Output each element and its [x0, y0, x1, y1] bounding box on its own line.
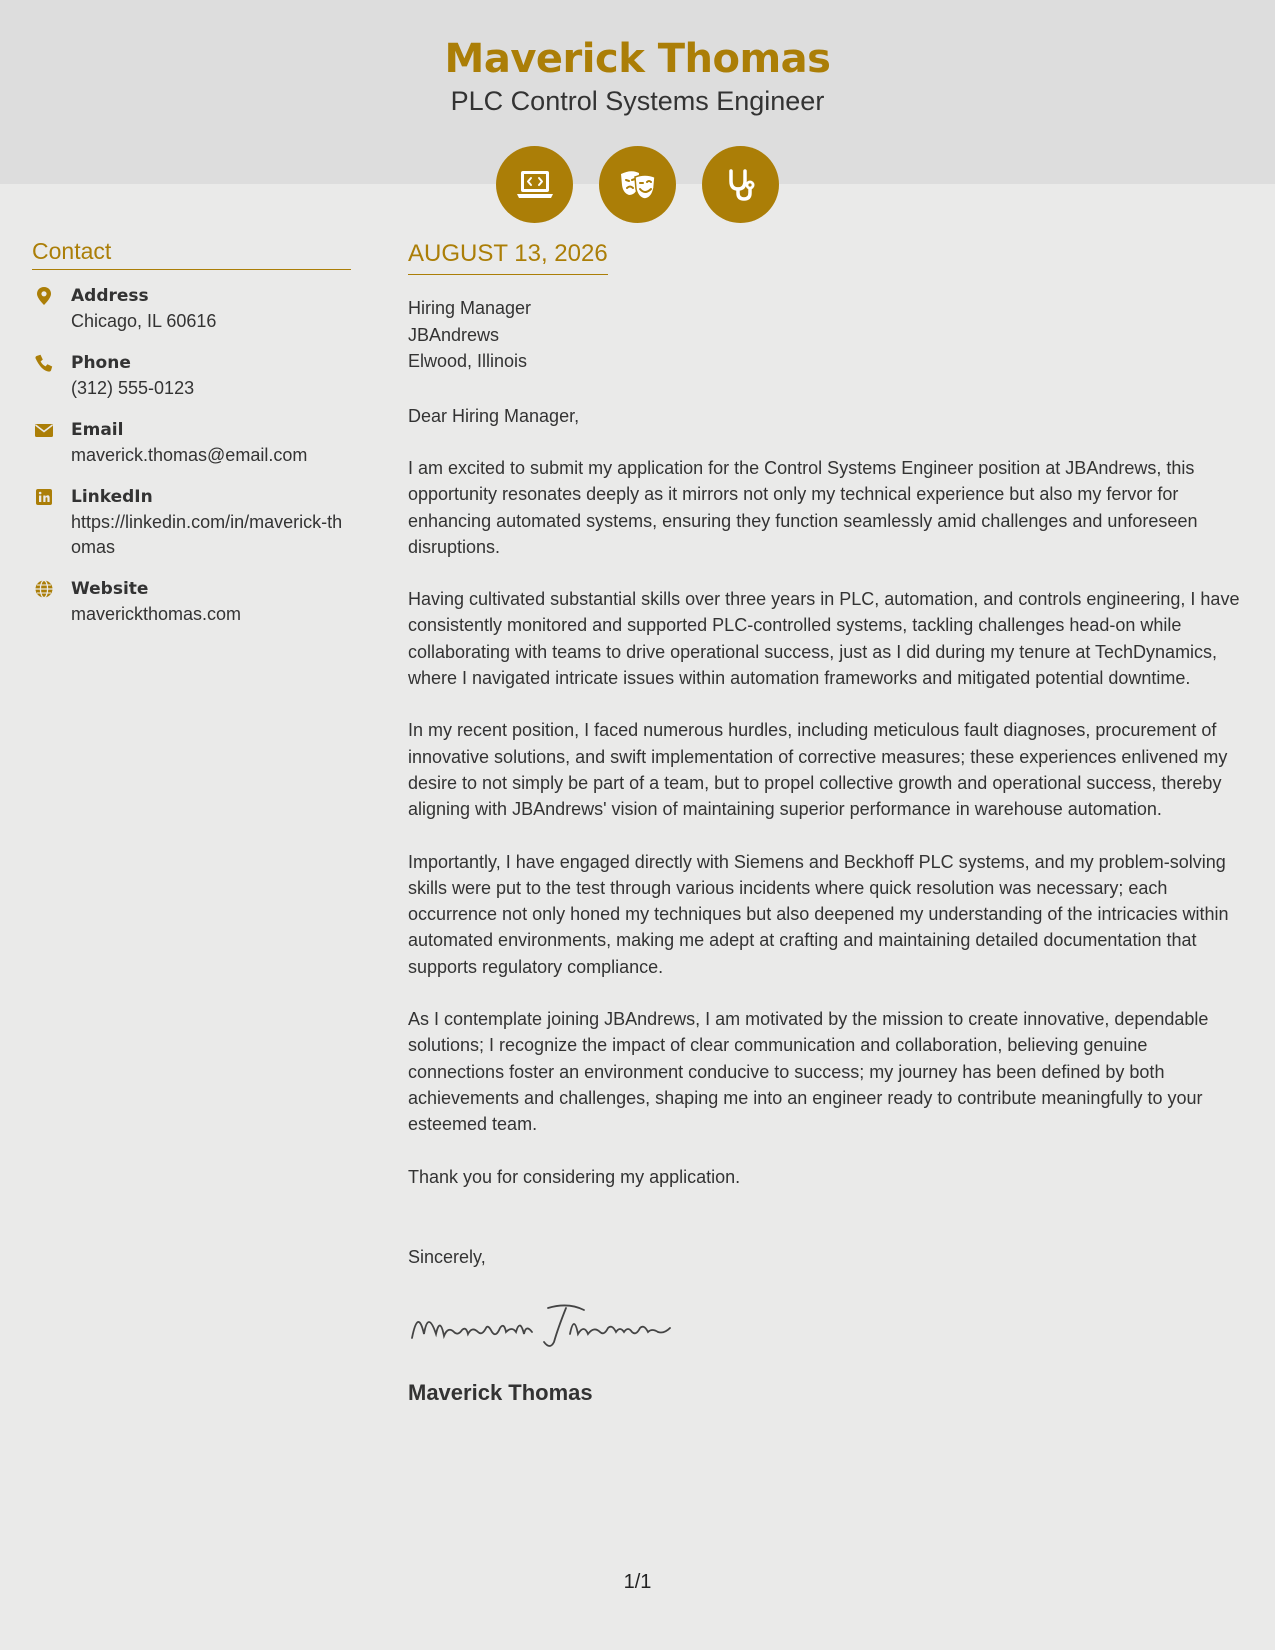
- contact-label: Phone: [71, 353, 131, 373]
- letter-paragraph: Having cultivated substantial skills over three years in PLC, automation, and controls engineering, I have consistently monitored and supported PLC-controlled systems, tackling challenges head-on while collaborating with teams to drive operational success, just as I did during my tenure at TechDynamics, where I navigated intricate issues within automation frameworks and mitigated potential downtime.: [408, 589, 1240, 689]
- linkedin-icon: [34, 487, 54, 507]
- contact-label: Website: [71, 579, 149, 599]
- contact-sidebar: [32, 238, 351, 644]
- envelope-icon: [34, 420, 54, 440]
- website-value[interactable]: maverickthomas.com: [71, 604, 242, 624]
- handwritten-signature: [408, 1298, 1248, 1354]
- contact-phone: [32, 351, 351, 401]
- contact-website: [32, 577, 351, 627]
- letter-body: [408, 240, 1248, 1406]
- stethoscope-icon: [702, 146, 779, 223]
- page-number: 1/1: [623, 1571, 652, 1593]
- interest-icons: [496, 146, 779, 223]
- map-pin-icon: [34, 286, 54, 306]
- recipient-company: JBAndrews: [408, 324, 500, 345]
- contact-linkedin: [32, 485, 351, 560]
- recipient-block: [408, 295, 1248, 375]
- contact-label: Address: [71, 286, 149, 306]
- contact-email: [32, 418, 351, 468]
- contact-heading: Contact: [32, 238, 351, 270]
- linkedin-value[interactable]: https://linkedin.com/in/maverick-thomas: [71, 512, 343, 557]
- address-value: Chicago, IL 60616: [71, 311, 217, 331]
- salutation: Dear Hiring Manager,: [408, 405, 580, 426]
- contact-label: LinkedIn: [71, 487, 153, 507]
- laptop-code-icon: [496, 146, 573, 223]
- letter-date: AUGUST 13, 2026: [408, 240, 608, 275]
- letter-paragraph: I am excited to submit my application for the Control Systems Engineer position at JBAndrews, this opportunity resonates deeply as it mirrors not only my technical experience but also my fervor for enhancing automated systems, ensuring they function seamlessly amid challenges and unforeseen disruptions.: [408, 458, 1198, 557]
- contact-address: [32, 284, 351, 334]
- phone-icon: [34, 353, 54, 373]
- letter-paragraph: Importantly, I have engaged directly with Siemens and Beckhoff PLC systems, and my problem-solving skills were put to the test through various incidents where quick resolution was necessary; each occurrence not only honed my techniques but also deepened my understanding of the intricacies within automated environments, making me adept at crafting and maintaining detailed documentation that supports regulatory compliance.: [408, 851, 1229, 977]
- closing: Sincerely,: [408, 1246, 486, 1267]
- letter-paragraph: In my recent position, I faced numerous hurdles, including meticulous fault diagnoses, procurement of innovative solutions, and swift implementation of corrective measures; these experiences enlivened my desire to not simply be part of a team, but to propel collective growth and operational success, thereby aligning with JBAndrews' vision of maintaining superior performance in warehouse automation.: [408, 720, 1228, 820]
- contact-label: Email: [71, 420, 124, 440]
- phone-value: (312) 555-0123: [71, 378, 195, 398]
- recipient-location: Elwood, Illinois: [408, 351, 528, 371]
- letter-paragraph: Thank you for considering my application.: [408, 1166, 741, 1187]
- job-title: PLC Control Systems Engineer: [450, 86, 825, 116]
- letter-paragraph: As I contemplate joining JBAndrews, I am motivated by the mission to create innovative, dependable solutions; I recognize the impact of clear communication and collaboration, believing genuine connections foster an environment conducive to success; my journey has been defined by both achievements and challenges, shaping me into an engineer ready to contribute meaningfully to your esteemed team.: [408, 1009, 1209, 1135]
- signature-image: [408, 1298, 678, 1354]
- theater-masks-icon: [599, 146, 676, 223]
- signer-name: Maverick Thomas: [408, 1379, 593, 1405]
- email-value: maverick.thomas@email.com: [71, 445, 308, 465]
- recipient-line: Hiring Manager: [408, 298, 532, 318]
- applicant-name: Maverick Thomas: [444, 36, 831, 82]
- globe-icon: [34, 579, 54, 599]
